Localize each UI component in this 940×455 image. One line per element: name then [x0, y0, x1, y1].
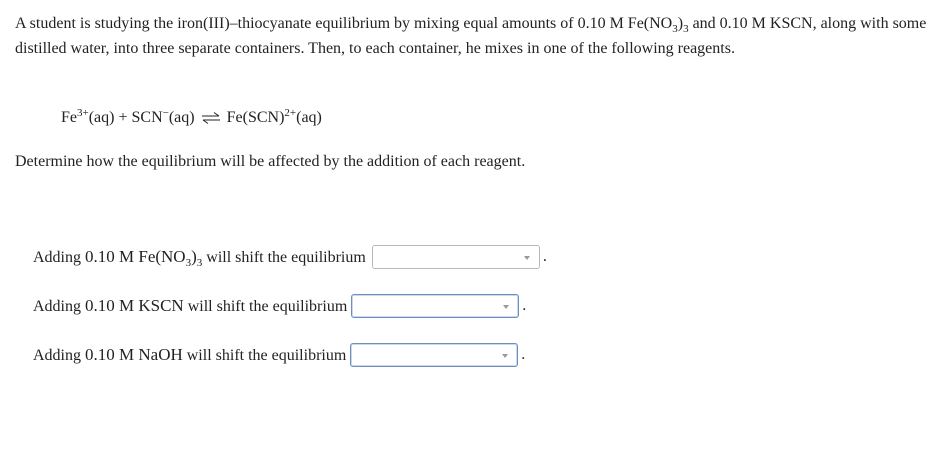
question-intro: [15, 11, 930, 61]
reagent-row-label: [33, 295, 347, 318]
reagent-formula: [85, 246, 203, 269]
complex-state: (aq): [296, 109, 322, 126]
row-suffix: will shift the equilibrium: [183, 297, 348, 315]
row-prefix: Adding: [33, 346, 85, 364]
row-period: .: [542, 248, 547, 265]
shift-direction-select-naoh[interactable]: [350, 343, 518, 367]
chevron-down-icon: [503, 305, 509, 309]
iron-state-and-thiocyanate: (aq) + SCN: [88, 109, 163, 126]
formula-subscript: 3: [196, 256, 203, 269]
reagent-formula: 0.10 M KSCN: [85, 295, 184, 315]
row-suffix: will shift the equilibrium: [182, 346, 347, 364]
equilibrium-equation: [61, 108, 322, 128]
intro-text-2: and 0.10 M KSCN, along with some distilled water, into three separate containers. Then, to each container, he mixes in one of the following reagents.: [15, 15, 927, 57]
formula-part: 0.10 M Fe(NO: [85, 246, 186, 266]
complex-ion: Fe(SCN): [226, 109, 285, 126]
intro-paren: ): [677, 15, 684, 32]
row-suffix: will shift the equilibrium: [202, 248, 366, 266]
row-period: .: [522, 297, 527, 314]
iron-ion: Fe: [61, 109, 77, 126]
row-period: .: [521, 346, 526, 363]
intro-subscript-2: 3: [683, 23, 689, 35]
formula-subscript: 3: [185, 256, 192, 269]
reagent-row-naoh: [33, 341, 525, 369]
chevron-down-icon: [502, 354, 508, 358]
iron-charge: 3+: [77, 107, 89, 119]
complex-charge: 2+: [284, 107, 297, 119]
reagent-row-label: [33, 246, 366, 269]
chevron-down-icon: [524, 256, 530, 260]
reagent-formula: 0.10 M NaOH: [85, 344, 183, 364]
intro-subscript-1: 3: [672, 23, 678, 35]
formula-paren: ): [191, 246, 197, 266]
shift-direction-select-fe-no3[interactable]: [372, 245, 540, 269]
equilibrium-arrows-icon: [201, 112, 221, 124]
row-prefix: Adding: [33, 248, 85, 266]
row-prefix: Adding: [33, 297, 85, 315]
reagent-row-fe-no3: [33, 243, 547, 271]
thiocyanate-charge: −: [162, 107, 169, 119]
thiocyanate-state: (aq): [168, 109, 195, 126]
reagent-row-kscn: [33, 292, 526, 320]
instruction-text: Determine how the equilibrium will be affected by the addition of each reagent.: [15, 153, 526, 170]
shift-direction-select-kscn[interactable]: [351, 294, 519, 318]
reagent-row-label: [33, 344, 346, 367]
intro-text-1: A student is studying the iron(III)–thiocyanate equilibrium by mixing equal amounts of 0.10 M Fe(NO: [15, 15, 673, 32]
